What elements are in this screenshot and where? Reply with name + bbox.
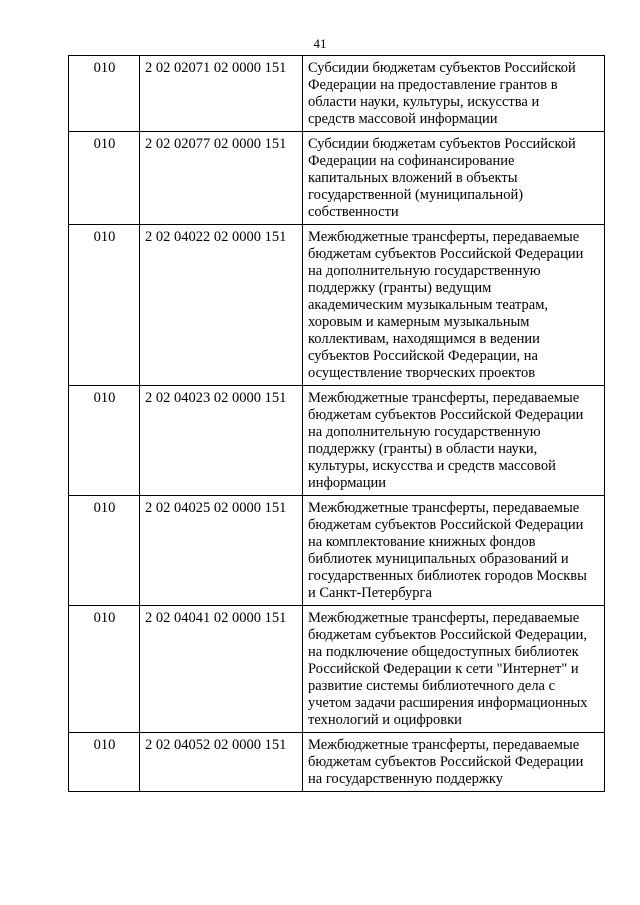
- description-line: Субсидии бюджетам субъектов Российской: [308, 136, 576, 152]
- description-line: капитальных вложений в объекты: [308, 170, 518, 186]
- description-line: Межбюджетные трансферты, передаваемые: [308, 610, 580, 626]
- description-cell: [303, 225, 605, 386]
- budget-code-cell: 2 02 04041 02 0000 151: [140, 606, 303, 733]
- description-line: осуществление творческих проектов: [308, 365, 536, 381]
- table-row: [69, 132, 605, 225]
- admin-code-cell: 010: [69, 225, 140, 386]
- description-line: собственности: [308, 204, 399, 220]
- admin-code-cell: 010: [69, 733, 140, 792]
- description-line: средств массовой информации: [308, 111, 498, 127]
- description-line: культуры, искусства и средств массовой: [308, 458, 556, 474]
- table-row: [69, 733, 605, 792]
- admin-code-cell: 010: [69, 496, 140, 606]
- description-line: развитие системы библиотечного дела с: [308, 678, 556, 694]
- description-cell: [303, 56, 605, 132]
- description-line: Федерации на предоставление грантов в: [308, 77, 558, 93]
- description-line: бюджетам субъектов Российской Федерации,: [308, 627, 588, 643]
- budget-code-cell: 2 02 04025 02 0000 151: [140, 496, 303, 606]
- description-line: поддержку (гранты) ведущим: [308, 280, 492, 296]
- description-line: хоровым и камерным музыкальным: [308, 314, 530, 330]
- budget-code-cell: 2 02 04022 02 0000 151: [140, 225, 303, 386]
- description-line: бюджетам субъектов Российской Федерации: [308, 407, 584, 423]
- description-line: Межбюджетные трансферты, передаваемые: [308, 390, 580, 406]
- description-line: учетом задачи расширения информационных: [308, 695, 588, 711]
- description-line: технологий и оцифровки: [308, 712, 462, 728]
- description-line: на дополнительную государственную: [308, 424, 541, 440]
- description-line: информации: [308, 475, 386, 491]
- table-row: [69, 496, 605, 606]
- description-line: Субсидии бюджетам субъектов Российской: [308, 60, 576, 76]
- description-line: области науки, культуры, искусства и: [308, 94, 540, 110]
- description-line: субъектов Российской Федерации, на: [308, 348, 538, 364]
- table-row: [69, 225, 605, 386]
- description-cell: [303, 496, 605, 606]
- description-line: Российской Федерации к сети "Интернет" и: [308, 661, 579, 677]
- description-cell: [303, 733, 605, 792]
- budget-code-cell: 2 02 02071 02 0000 151: [140, 56, 303, 132]
- page-number: 41: [313, 36, 327, 51]
- admin-code-cell: 010: [69, 606, 140, 733]
- description-cell: [303, 606, 605, 733]
- admin-code-cell: 010: [69, 56, 140, 132]
- description-line: на комплектование книжных фондов: [308, 534, 536, 550]
- description-line: библиотек муниципальных образований и: [308, 551, 569, 567]
- table-body: [69, 56, 605, 792]
- description-line: на государственную поддержку: [308, 771, 503, 787]
- description-line: государственных библиотек городов Москвы: [308, 568, 587, 584]
- description-line: коллективам, находящимся в ведении: [308, 331, 540, 347]
- description-line: Межбюджетные трансферты, передаваемые: [308, 500, 580, 516]
- description-line: на подключение общедоступных библиотек: [308, 644, 579, 660]
- budget-code-cell: 2 02 04023 02 0000 151: [140, 386, 303, 496]
- description-cell: [303, 386, 605, 496]
- description-line: государственной (муниципальной): [308, 187, 524, 203]
- description-line: бюджетам субъектов Российской Федерации: [308, 754, 584, 770]
- description-line: Федерации на софинансирование: [308, 153, 515, 169]
- description-line: академическим музыкальным театрам,: [308, 297, 549, 313]
- budget-code-cell: 2 02 04052 02 0000 151: [140, 733, 303, 792]
- budget-classification-table: [68, 55, 605, 792]
- budget-code-cell: 2 02 02077 02 0000 151: [140, 132, 303, 225]
- description-line: и Санкт-Петербурга: [308, 585, 432, 601]
- admin-code-cell: 010: [69, 386, 140, 496]
- description-line: на дополнительную государственную: [308, 263, 541, 279]
- admin-code-cell: 010: [69, 132, 140, 225]
- description-line: Межбюджетные трансферты, передаваемые: [308, 737, 580, 753]
- description-line: бюджетам субъектов Российской Федерации: [308, 246, 584, 262]
- description-line: поддержку (гранты) в области науки,: [308, 441, 538, 457]
- description-cell: [303, 132, 605, 225]
- table-row: [69, 606, 605, 733]
- description-line: бюджетам субъектов Российской Федерации: [308, 517, 584, 533]
- table-row: [69, 56, 605, 132]
- description-line: Межбюджетные трансферты, передаваемые: [308, 229, 580, 245]
- table-row: [69, 386, 605, 496]
